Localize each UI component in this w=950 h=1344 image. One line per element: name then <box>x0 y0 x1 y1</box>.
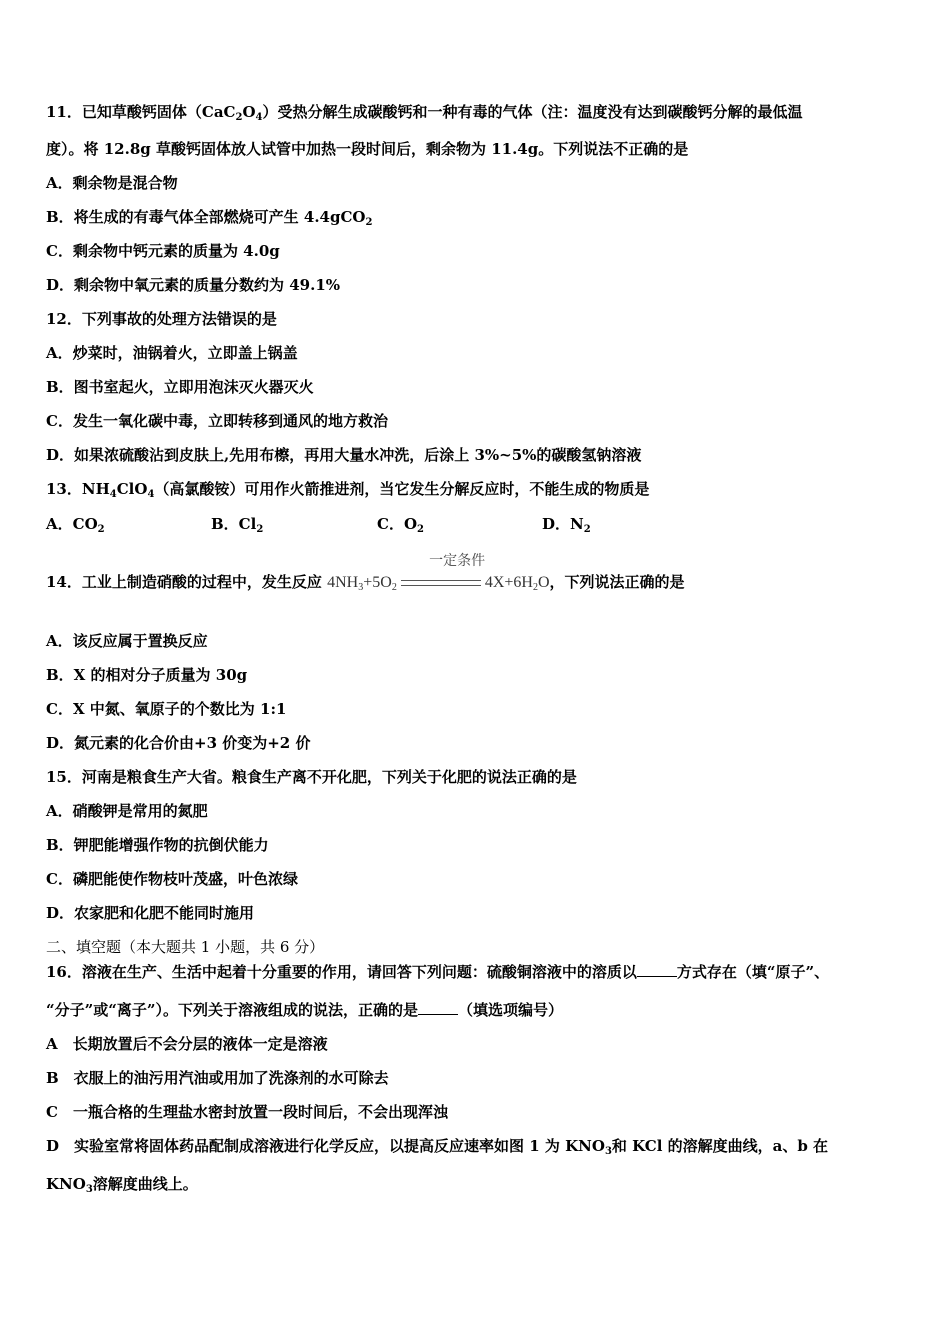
q13-stem <box>46 479 910 499</box>
q13-option-b <box>211 514 263 534</box>
text: 11．已知草酸钙固体（CaC <box>46 103 236 121</box>
subscript: 2 <box>235 112 243 123</box>
subscript: 2 <box>532 582 538 593</box>
equation-text: 4NH <box>327 574 359 591</box>
subscript: 3 <box>604 1146 612 1157</box>
text: 13．NH <box>46 480 110 498</box>
text: O <box>242 103 256 121</box>
text: D．N <box>542 515 584 533</box>
q15-option-a: A．硝酸钾是常用的氮肥 <box>46 802 208 820</box>
text: KNO <box>46 1175 86 1193</box>
q12-option-c: C．发生一氧化碳中毒，立即转移到通风的地方救治 <box>46 412 388 430</box>
q15-option-c: C．磷肥能使作物枝叶茂盛，叶色浓绿 <box>46 870 298 888</box>
text: 方式存在（填“原子”、 <box>676 963 830 981</box>
q11-option-d: D．剩余物中氧元素的质量分数约为 49.1% <box>46 276 341 294</box>
q12-option-d: D．如果浓硫酸沾到皮肤上,先用布檫，再用大量水冲洗，后涂上 3%~5%的碳酸氢钠溶液 <box>46 446 642 464</box>
q13-option-d <box>542 514 591 534</box>
q12-stem: 12．下列事故的处理方法错误的是 <box>46 310 277 328</box>
subscript: 3 <box>358 582 364 593</box>
q15-stem: 15．河南是粮食生产大省。粮食生产离不开化肥，下列关于化肥的说法正确的是 <box>46 768 577 786</box>
q11-option-a: A．剩余物是混合物 <box>46 174 178 192</box>
answer-blank[interactable] <box>637 964 677 977</box>
q13-option-a <box>46 514 105 534</box>
q16-option-b: B 衣服上的油污用汽油或用加了洗涤剂的水可除去 <box>46 1069 389 1087</box>
q11-option-b <box>46 207 910 227</box>
q11-stem-line1 <box>46 102 910 122</box>
text: “分子”或“离子”）。下列关于溶液组成的说法，正确的是 <box>46 1001 419 1019</box>
text: B．将生成的有毒气体全部燃烧可产生 4.4gCO <box>46 208 366 226</box>
q14-stem <box>46 553 910 593</box>
equation-text: 4X+6H <box>484 574 533 591</box>
text: （填选项编号） <box>458 1001 564 1019</box>
q14-option-a: A．该反应属于置换反应 <box>46 632 208 650</box>
q16-stem-line1 <box>46 962 910 982</box>
subscript: 4 <box>147 489 155 500</box>
q14-option-c: C．X 中氮、氧原子的个数比为 1:1 <box>46 700 287 718</box>
q14-option-d: D．氮元素的化合价由+3 价变为+2 价 <box>46 734 311 752</box>
subscript: 2 <box>583 524 591 535</box>
q12-option-a: A．炒菜时，油锅着火，立即盖上锅盖 <box>46 344 298 362</box>
q16-option-d-continued <box>46 1174 910 1194</box>
text: ）受热分解生成碳酸钙和一种有毒的气体（注：温度没有达到碳酸钙分解的最低温 <box>262 103 803 121</box>
q16-option-d <box>46 1136 910 1156</box>
equation-text: +5O <box>363 574 392 591</box>
text: 溶解度曲线上。 <box>92 1175 198 1193</box>
text: ClO <box>116 480 148 498</box>
q11-option-c: C．剩余物中钙元素的质量为 4.0g <box>46 242 280 260</box>
q15-option-d: D．农家肥和化肥不能同时施用 <box>46 904 255 922</box>
text: D 实验室常将固体药品配制成溶液进行化学反应，以提高反应速率如图 1 为 KNO <box>46 1137 605 1155</box>
subscript: 4 <box>255 112 263 123</box>
reaction-condition: 一定条件 <box>429 553 486 569</box>
equation-text: O <box>537 574 550 591</box>
q16-option-a: A 长期放置后不会分层的液体一定是溶液 <box>46 1035 328 1053</box>
section-title: 二、填空题（本大题共 1 小题，共 6 分） <box>46 938 325 956</box>
q14-option-b: B．X 的相对分子质量为 30g <box>46 666 248 684</box>
subscript: 2 <box>417 524 424 535</box>
subscript: 3 <box>85 1184 93 1195</box>
subscript: 2 <box>97 524 105 535</box>
text: ，下列说法正确的是 <box>549 573 685 591</box>
q16-option-c: C 一瓶合格的生理盐水密封放置一段时间后，不会出现浑浊 <box>46 1103 448 1121</box>
chemical-equation <box>327 553 550 593</box>
subscript: 2 <box>365 217 373 228</box>
subscript: 2 <box>256 524 264 535</box>
q13-option-c <box>377 514 424 534</box>
answer-blank[interactable] <box>418 1002 458 1015</box>
text: 和 KCl 的溶解度曲线，a、b 在 <box>611 1137 829 1155</box>
text: B．Cl <box>211 515 257 533</box>
q16-stem-line2 <box>46 1000 910 1020</box>
text: （高氯酸铵）可用作火箭推进剂，当它发生分解反应时，不能生成的物质是 <box>154 480 650 498</box>
q12-option-b: B．图书室起火，立即用泡沫灭火器灭火 <box>46 378 314 396</box>
q15-option-b: B．钾肥能增强作物的抗倒伏能力 <box>46 836 269 854</box>
equals-double-line <box>401 580 481 586</box>
subscript: 4 <box>109 489 117 500</box>
subscript: 2 <box>391 582 397 593</box>
text: C．O <box>377 515 418 533</box>
q11-stem-line2: 度）。将 12.8g 草酸钙固体放人试管中加热一段时间后，剩余物为 11.4g。下列说法不正确的是 <box>46 140 689 158</box>
text: A．CO <box>46 515 98 533</box>
text: 16．溶液在生产、生活中起着十分重要的作用，请回答下列问题：硫酸铜溶液中的溶质以 <box>46 963 637 981</box>
text: 14．工业上制造硝酸的过程中，发生反应 <box>46 573 322 591</box>
